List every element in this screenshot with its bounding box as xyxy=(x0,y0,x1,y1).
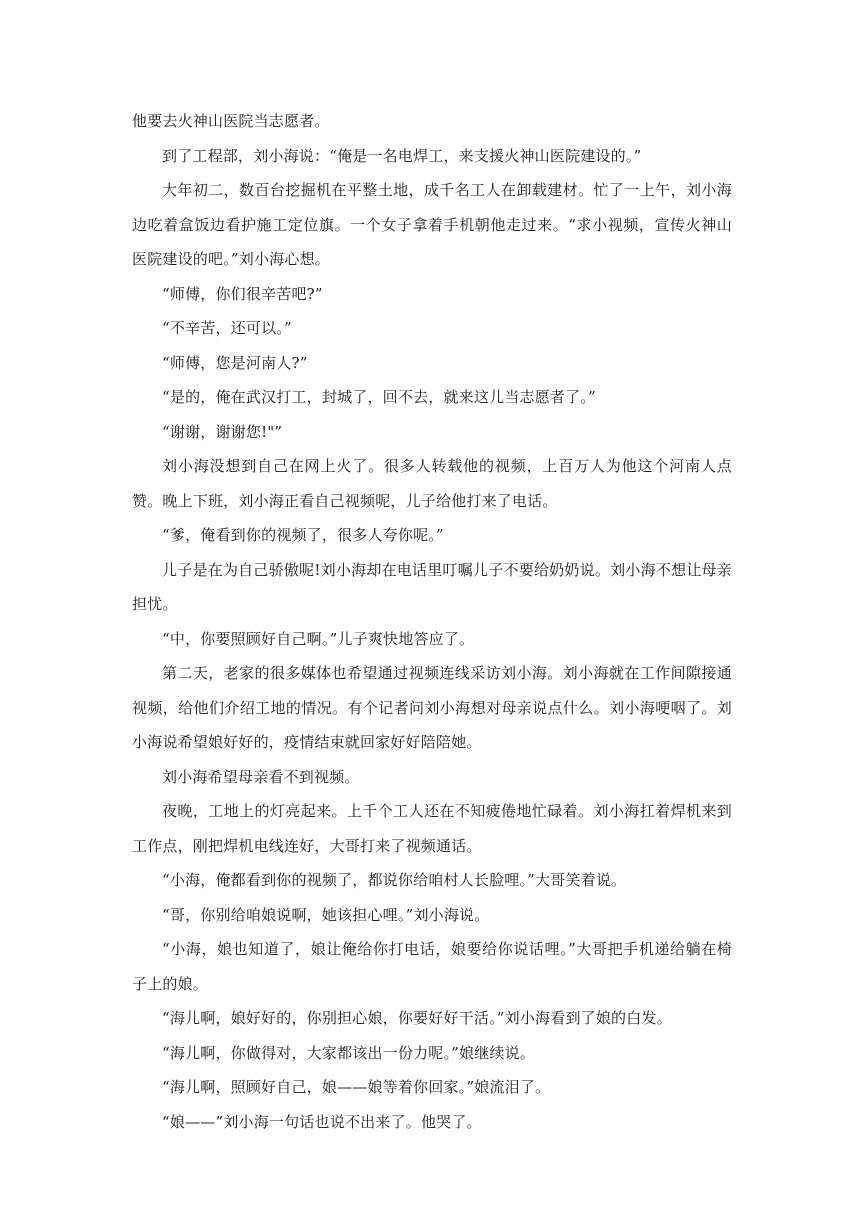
paragraph: “不辛苦，还可以。” xyxy=(162,319,292,337)
paragraph: “师傅，您是河南人?” xyxy=(162,353,308,372)
paragraph: “是的，俺在武汉打工，封城了，回不去，就来这儿当志愿者了。” xyxy=(162,388,596,406)
paragraph: “哥，你别给咱娘说啊，她该担心哩。”刘小海说。 xyxy=(162,905,490,924)
paragraph: 夜晚，工地上的灯亮起来。上千个工人还在不知疲倦地忙碌着。刘小海扛着焊机来到工作点，刚把焊机电线连好，大哥打来了视频通话。 xyxy=(132,802,732,855)
paragraph: “小海，娘也知道了，娘让俺给你打电话，娘要给你说话哩。”大哥把手机递给躺在椅子上的娘。 xyxy=(132,940,732,993)
story-text xyxy=(132,104,732,1139)
paragraph: “谢谢，谢谢您!"” xyxy=(162,422,283,441)
paragraph: 大年初二，数百台挖掘机在平整土地，成千名工人在卸载建材。忙了一上午，刘小海边吃着盒饭边看护施工定位旗。一个女子拿着手机朝他走过来。“求小视频，宣传火神山医院建设的吧。”刘小海心想。 xyxy=(132,181,732,268)
paragraph: 儿子是在为自己骄傲呢!刘小海却在电话里叮嘱儿子不要给奶奶说。刘小海不想让母亲担忧。 xyxy=(132,560,732,613)
paragraph: 他要去火神山医院当志愿者。 xyxy=(132,112,330,130)
paragraph: “海儿啊，你做得对，大家都该出一份力呢。”娘继续说。 xyxy=(162,1043,536,1062)
paragraph: “小海，俺都看到你的视频了，都说你给咱村人长脸哩。”大哥笑着说。 xyxy=(162,871,627,889)
paragraph: 刘小海希望母亲看不到视频。 xyxy=(162,767,360,786)
paragraph: “中，你要照顾好自己啊。”儿子爽快地答应了。 xyxy=(162,629,475,648)
paragraph: 刘小海没想到自己在网上火了。很多人转载他的视频，上百万人为他这个河南人点赞。晚上下班，刘小海正看自己视频呢，儿子给他打来了电话。 xyxy=(132,457,732,510)
paragraph: “娘——”刘小海一句话也说不出来了。他哭了。 xyxy=(162,1112,482,1131)
paragraph: 第二天，老家的很多媒体也希望通过视频连线采访刘小海。刘小海就在工作间隙接通视频，给他们介绍工地的情况。有个记者问刘小海想对母亲说点什么。刘小海哽咽了。刘小海说希望娘好好的，疫情结束就回家好好陪陪她。 xyxy=(132,664,732,751)
paragraph: 到了工程部，刘小海说：“俺是一名电焊工，来支援火神山医院建设的。” xyxy=(162,146,642,165)
paragraph: “师傅，你们很辛苦吧?” xyxy=(162,284,323,303)
paragraph: “爹，俺看到你的视频了，很多人夸你呢。” xyxy=(162,526,444,544)
paragraph: “海儿啊，照顾好自己，娘——娘等着你回家。”娘流泪了。 xyxy=(162,1078,551,1096)
paragraph: “海儿啊，娘好好的，你别担心娘，你要好好干活。”刘小海看到了娘的白发。 xyxy=(162,1009,672,1027)
